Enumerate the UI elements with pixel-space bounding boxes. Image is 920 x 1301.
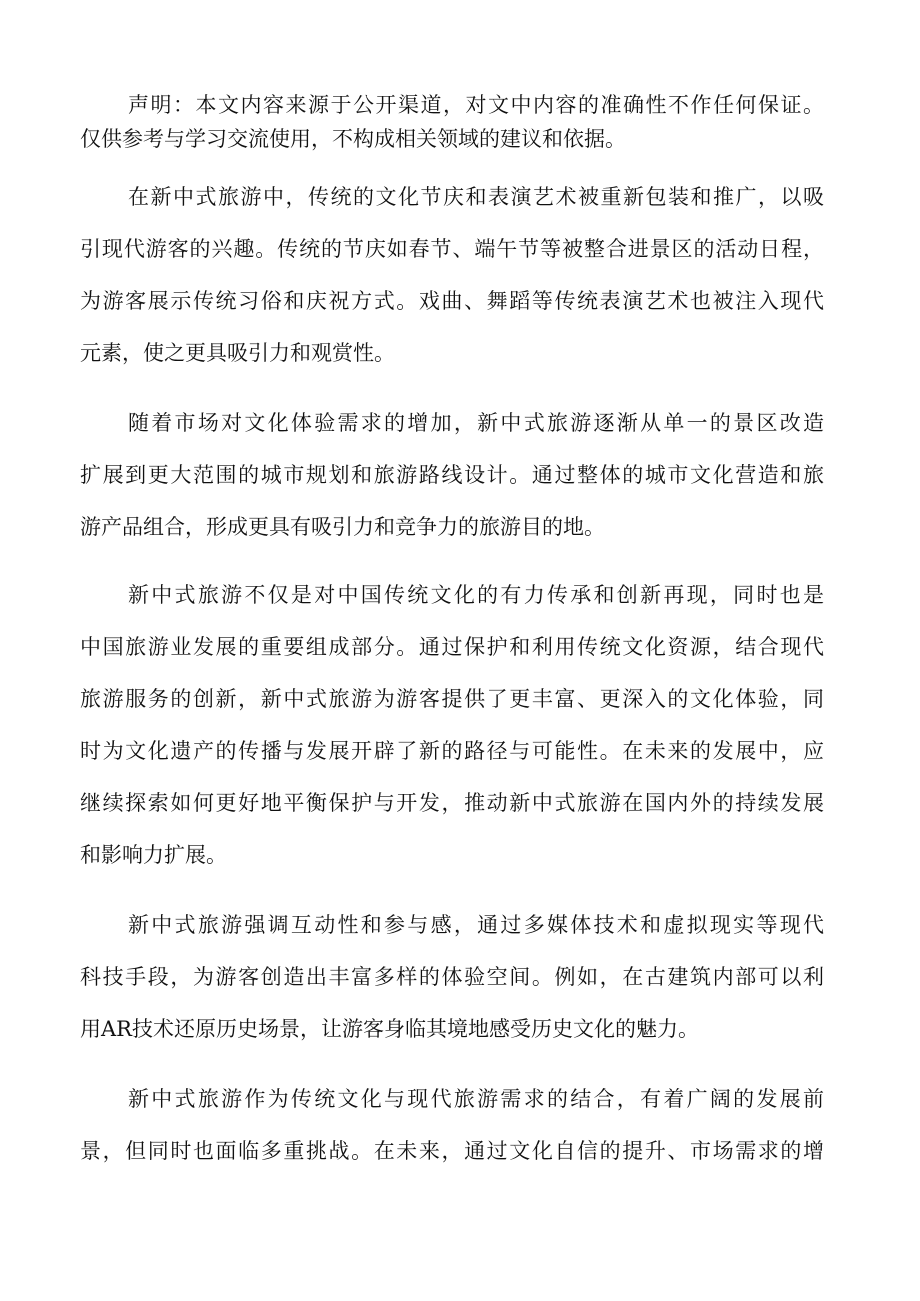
text-line: 中国旅游业发展的重要组成部分。通过保护和利用传统文化资源，结合现代 — [80, 635, 824, 659]
text-line: 继续探索如何更好地平衡保护与开发，推动新中式旅游在国内外的持续发展 — [80, 791, 824, 815]
text-line: 在新中式旅游中，传统的文化节庆和表演艺术被重新包装和推广，以吸 — [128, 185, 824, 209]
text-line: 声明：本文内容来源于公开渠道，对文中内容的准确性不作任何保证。 — [128, 93, 824, 117]
text-line: 元素，使之更具吸引力和观赏性。 — [80, 341, 395, 365]
text-line: 游产品组合，形成更具有吸引力和竞争力的旅游目的地。 — [80, 515, 605, 539]
text-line: 旅游服务的创新，新中式旅游为游客提供了更丰富、更深入的文化体验，同 — [80, 687, 824, 711]
text-line: 时为文化遗产的传播与发展开辟了新的路径与可能性。在未来的发展中，应 — [80, 739, 824, 763]
text-line: 引现代游客的兴趣。传统的节庆如春节、端午节等被整合进景区的活动日程， — [80, 237, 824, 261]
text-line: 新中式旅游不仅是对中国传统文化的有力传承和创新再现，同时也是 — [128, 583, 824, 607]
text-line: 和影响力扩展。 — [80, 843, 227, 867]
text-line: 新中式旅游作为传统文化与现代旅游需求的结合，有着广阔的发展前 — [128, 1087, 824, 1111]
text-line: 仅供参考与学习交流使用，不构成相关领域的建议和依据。 — [80, 127, 626, 151]
text-line: 新中式旅游强调互动性和参与感，通过多媒体技术和虚拟现实等现代 — [128, 913, 824, 937]
text-line: 科技手段，为游客创造出丰富多样的体验空间。例如，在古建筑内部可以利 — [80, 965, 824, 989]
text-line: 随着市场对文化体验需求的增加，新中式旅游逐渐从单一的景区改造 — [128, 411, 824, 435]
text-line: 用AR技术还原历史场景，让游客身临其境地感受历史文化的魅力。 — [80, 1017, 699, 1041]
text-line: 扩展到更大范围的城市规划和旅游路线设计。通过整体的城市文化营造和旅 — [80, 463, 824, 487]
text-line: 景，但同时也面临多重挑战。在未来，通过文化自信的提升、市场需求的增 — [80, 1139, 824, 1163]
text-line: 为游客展示传统习俗和庆祝方式。戏曲、舞蹈等传统表演艺术也被注入现代 — [80, 289, 824, 313]
